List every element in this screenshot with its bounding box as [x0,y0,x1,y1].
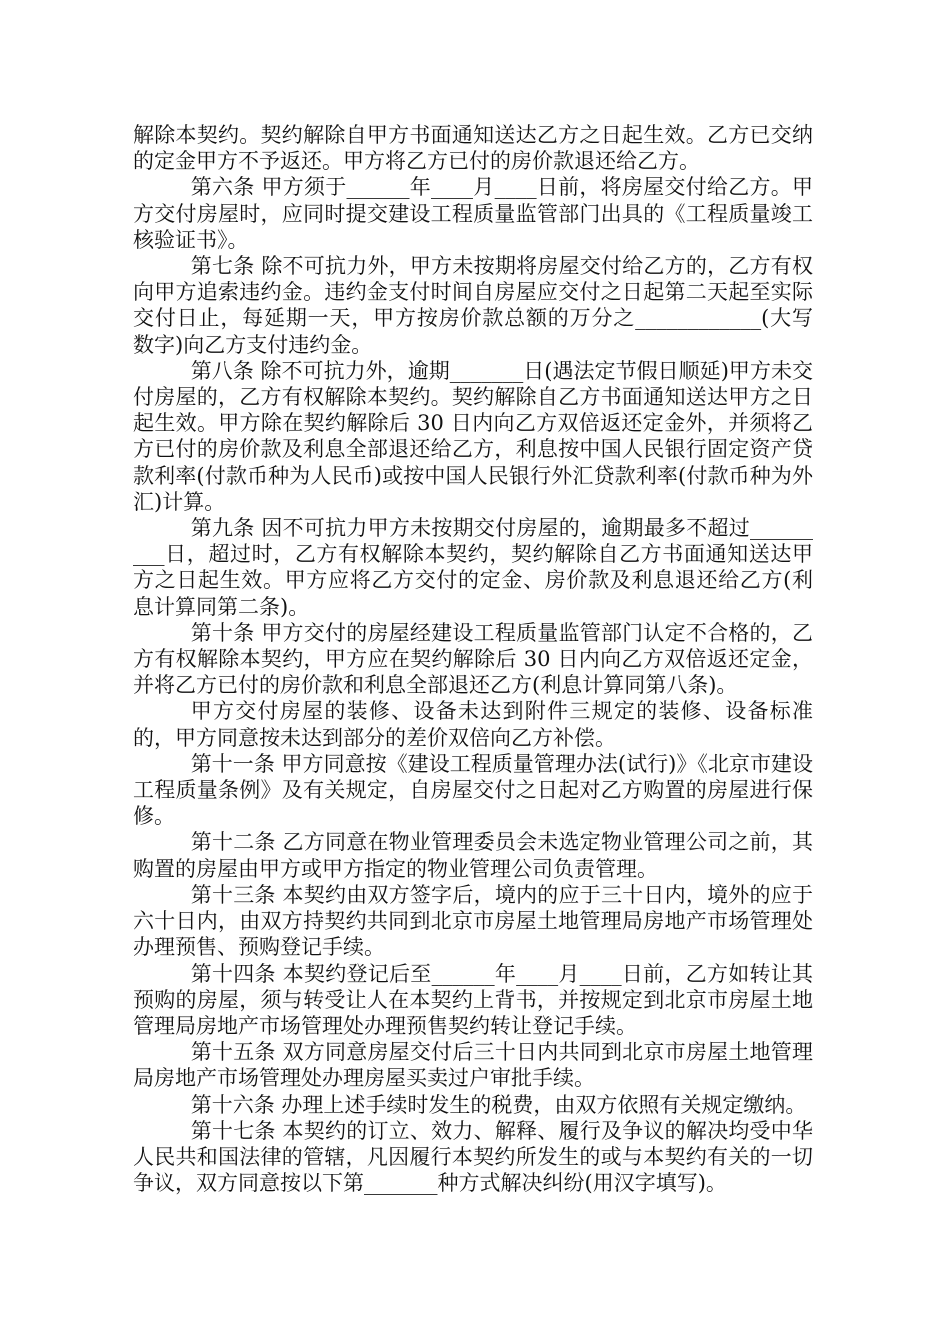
paragraph-article-9: 第九条 因不可抗力甲方未按期交付房屋的，逾期最多不超过_________日，超过时，乙方有权解除本契约，契约解除自乙方书面通知送达甲方之日起生效。甲方应将乙方交付的定金、房价款及利息退还给乙方(利息计算同第二条)。 [133,516,813,619]
contract-body [133,122,813,1196]
paragraph-article-6: 第六条 甲方须于______年____月____日前，将房屋交付给乙方。甲方交付房屋时，应同时提交建设工程质量监管部门出具的《工程质量竣工核验证书》。 [133,175,813,252]
paragraph-article-17: 第十七条 本契约的订立、效力、解释、履行及争议的解决均受中华人民共和国法律的管辖，凡因履行本契约所发生的或与本契约有关的一切争议，双方同意按以下第_______种方式解决纠纷(用汉字填写)。 [133,1118,813,1196]
paragraph-article-11: 第十一条 甲方同意按《建设工程质量管理办法(试行)》《北京市建设工程质量条例》及有关规定，自房屋交付之日起对乙方购置的房屋进行保修。 [133,751,813,829]
paragraph-article-10: 第十条 甲方交付的房屋经建设工程质量监管部门认定不合格的，乙方有权解除本契约，甲方应在契约解除后 30 日内向乙方双倍返还定金，并将乙方已付的房价款和利息全部退还乙方(利息计算同第八条)。 [133,620,813,698]
paragraph-article-7: 第七条 除不可抗力外，甲方未按期将房屋交付给乙方的，乙方有权向甲方追索违约金。违约金支付时间自房屋应交付之日起第二天起至实际交付日止，每延期一天，甲方按房价款总额的万分之____________(大写数字)向乙方支付违约金。 [133,254,813,357]
paragraph-article-10-supplement: 甲方交付房屋的装修、设备未达到附件三规定的装修、设备标准的，甲方同意按未达到部分的差价双倍向乙方补偿。 [133,699,813,750]
paragraph-contract-termination-continued: 解除本契约。契约解除自甲方书面通知送达乙方之日起生效。乙方已交纳的定金甲方不予返还。甲方将乙方已付的房价款退还给乙方。 [133,123,813,174]
paragraph-article-14: 第十四条 本契约登记后至______年____月____日前，乙方如转让其预购的房屋，须与转受让人在本契约上背书，并按规定到北京市房屋土地管理局房地产市场管理处办理预售契约转让登记手续。 [133,961,813,1038]
paragraph-article-13: 第十三条 本契约由双方签字后，境内的应于三十日内，境外的应于六十日内，由双方持契约共同到北京市房屋土地管理局房地产市场管理处办理预售、预购登记手续。 [133,882,813,960]
paragraph-article-12: 第十二条 乙方同意在物业管理委员会未选定物业管理公司之前，其购置的房屋由甲方或甲方指定的物业管理公司负责管理。 [133,830,813,881]
paragraph-article-8: 第八条 除不可抗力外，逾期_______日(遇法定节假日顺延)甲方未交付房屋的，乙方有权解除本契约。契约解除自乙方书面通知送达甲方之日起生效。甲方除在契约解除后 30 日内向乙方双倍返还定金外，并须将乙方已付的房价款及利息全部退还给乙方，利息按中国人民银行固定资产贷款利率(付款币种为人民币)或按中国人民银行外汇贷款利率(付款币种为外汇)计算。 [133,358,813,514]
paragraph-article-16: 第十六条 办理上述手续时发生的税费，由双方依照有关规定缴纳。 [190,1092,807,1117]
paragraph-article-15: 第十五条 双方同意房屋交付后三十日内共同到北京市房屋土地管理局房地产市场管理处办理房屋买卖过户审批手续。 [133,1040,813,1091]
